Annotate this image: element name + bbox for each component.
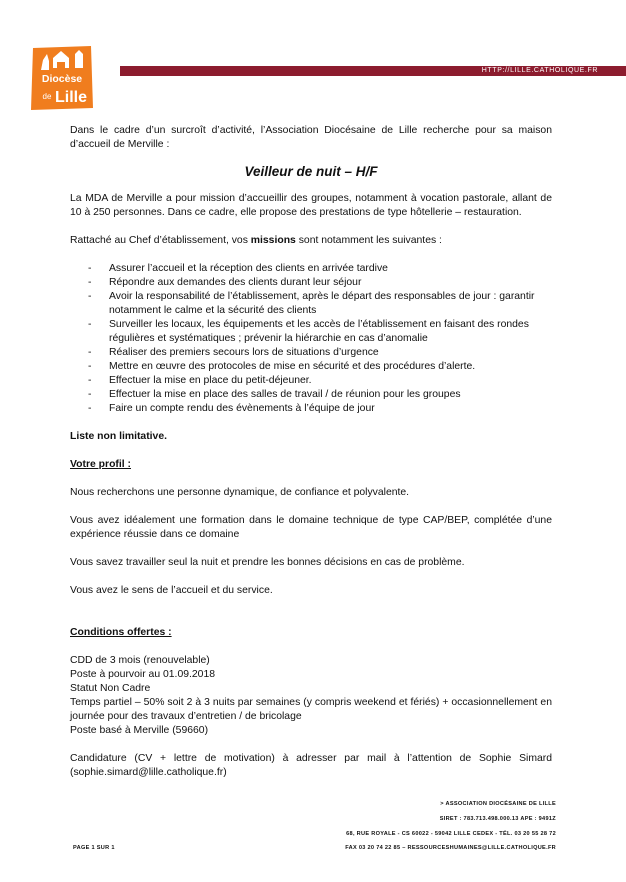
page-number: PAGE 1 SUR 1 (73, 845, 115, 851)
footer-org: > ASSOCIATION DIOCÉSAINE DE LILLE (440, 801, 556, 807)
profile-paragraph: Vous avez le sens de l’accueil et du service. (70, 585, 273, 596)
document-body (70, 124, 552, 780)
list-dash: - (88, 277, 92, 288)
list-note: Liste non limitative. (70, 431, 167, 442)
logo-line2: de (42, 92, 52, 101)
job-title: Veilleur de nuit – H/F (244, 164, 378, 179)
condition-line: CDD de 3 mois (renouvelable) (70, 655, 210, 666)
missions-intro-after: sont notamment les suivantes : (295, 235, 442, 246)
website-link[interactable]: HTTP://LILLE.CATHOLIQUE.FR (481, 67, 598, 74)
list-dash: - (88, 263, 92, 274)
footer-address: 68, RUE ROYALE - CS 60022 - 59042 LILLE CEDEX - TÉL. 03 20 55 28 72 (346, 831, 556, 837)
list-item-text: Surveiller les locaux, les équipements et les accès de l’établissement en faisant des rondes régulières et systématiques ; prévenir la hiérarchie en cas d’anomalie (109, 319, 529, 344)
condition-line: Poste basé à Merville (59660) (70, 725, 209, 736)
missions-intro (70, 234, 552, 248)
list-dash: - (88, 375, 92, 386)
list-item (70, 374, 552, 388)
profile-paragraph: Nous recherchons une personne dynamique, de confiance et polyvalente. (70, 487, 410, 498)
list-dash: - (88, 347, 92, 358)
condition-line: Poste à pourvoir au 01.09.2018 (70, 669, 215, 680)
list-dash: - (88, 291, 92, 302)
missions-intro-bold: missions (250, 235, 296, 246)
profile-paragraph: Vous savez travailler seul la nuit et prendre les bonnes décisions en cas de problème. (70, 557, 465, 568)
conditions-block (70, 654, 552, 738)
list-item-text: Faire un compte rendu des évènements à l’équipe de jour (109, 403, 375, 414)
list-item (70, 388, 552, 402)
footer-fax: FAX 03 20 74 22 85 – RESSOURCESHUMAINES@LILLE.CATHOLIQUE.FR (345, 845, 556, 851)
profile-paragraph: Vous avez idéalement une formation dans le domaine technique de type CAP/BEP, complétée d’une expérience réussie dans ce domaine (70, 515, 552, 540)
missions-intro-before: Rattaché au Chef d’établissement, vos (70, 235, 251, 246)
list-item (70, 290, 552, 318)
list-item-text: Répondre aux demandes des clients durant leur séjour (109, 277, 362, 288)
list-item-text: Effectuer la mise en place du petit-déjeuner. (109, 375, 312, 386)
description-paragraph: La MDA de Merville a pour mission d’accueillir des groupes, notamment à vocation pastorale, allant de 10 à 250 personnes. Dans ce cadre, elle propose des prestations de type hôtellerie – restauration. (70, 193, 552, 218)
list-item-text: Mettre en œuvre des protocoles de mise en sécurité et des procédures d’alerte. (109, 361, 476, 372)
application-paragraph: Candidature (CV + lettre de motivation) à adresser par mail à l’attention de Sophie Simard (sophie.simard@lille.catholique.fr) (70, 753, 552, 778)
list-item-text: Réaliser des premiers secours lors de situations d’urgence (109, 347, 379, 358)
list-item (70, 276, 552, 290)
list-dash: - (88, 389, 92, 400)
website-banner (120, 66, 626, 76)
list-item (70, 360, 552, 374)
list-item-text: Effectuer la mise en place des salles de travail / de réunion pour les groupes (109, 389, 461, 400)
logo-line1: Diocèse (41, 73, 83, 85)
logo-line3: Lille (54, 89, 88, 106)
list-item (70, 262, 552, 276)
list-item (70, 402, 552, 416)
list-dash: - (88, 361, 92, 372)
footer-siret: SIRET : 783.713.498.000.13 APE : 9491Z (439, 816, 556, 822)
profile-heading: Votre profil : (70, 459, 131, 470)
list-dash: - (88, 319, 92, 330)
list-item (70, 318, 552, 346)
conditions-heading: Conditions offertes : (70, 627, 172, 638)
condition-line: Statut Non Cadre (70, 683, 151, 694)
list-item (70, 346, 552, 360)
list-item-text: Assurer l’accueil et la réception des clients en arrivée tardive (109, 263, 388, 274)
intro-paragraph: Dans le cadre d’un surcroît d’activité, l’Association Diocésaine de Lille recherche pour sa maison d’accueil de Merville : (70, 125, 552, 150)
condition-line: Temps partiel – 50% soit 2 à 3 nuits par semaines (y compris weekend et fériés) + occasionnellement en journée pour des travaux d’entretien / de bricolage (70, 697, 552, 722)
list-item-text: Avoir la responsabilité de l’établissement, après le départ des responsables de jour : garantir notamment le calme et la sécurité des clients (109, 291, 535, 316)
list-dash: - (88, 403, 92, 414)
missions-list (70, 262, 552, 416)
diocese-de-lille-logo (27, 44, 97, 112)
